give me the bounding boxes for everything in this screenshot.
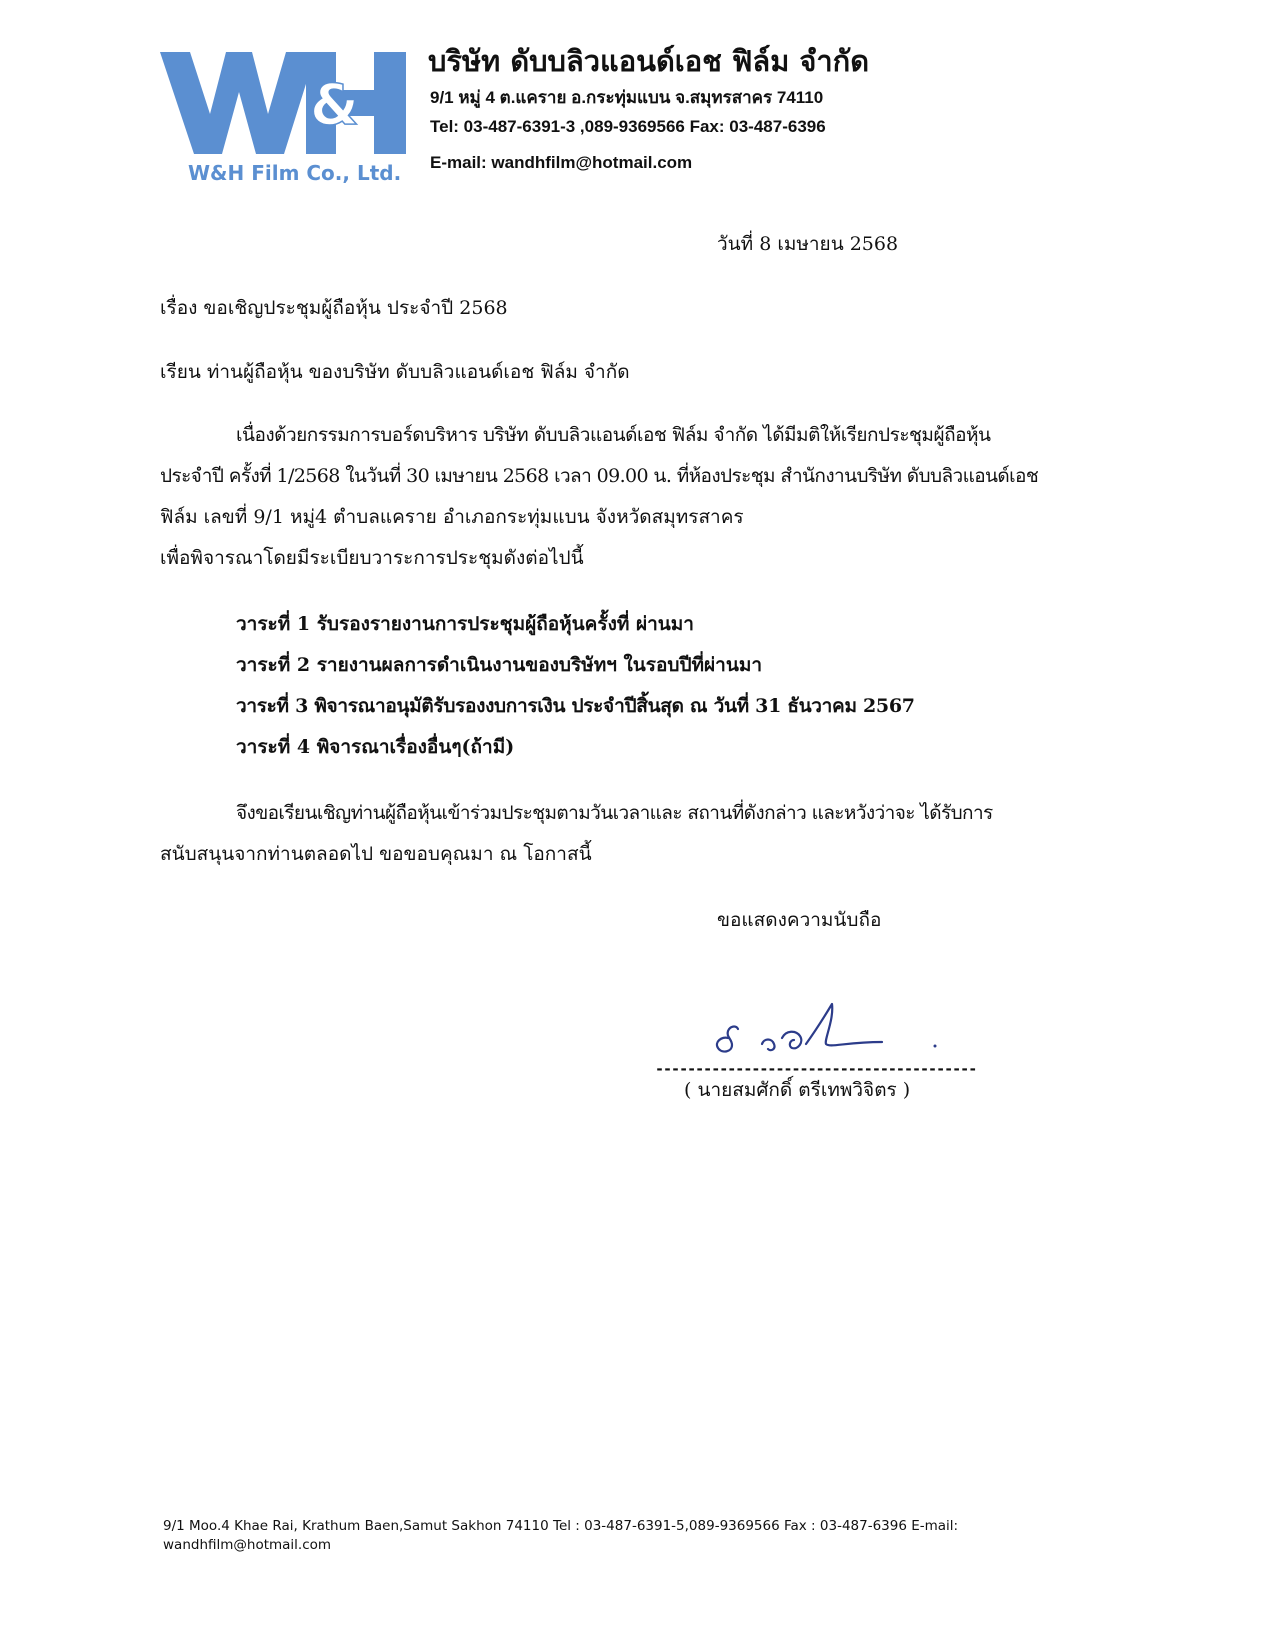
signature-dot: [934, 1045, 937, 1048]
agenda-item: วาระที่ 4 พิจารณาเรื่องอื่นๆ(ถ้ามี): [236, 736, 515, 758]
intro-line: ประจำปี ครั้งที่ 1/2568 ในวันที่ 30 เมษายน 2568 เวลา 09.00 น. ที่ห้องประชุม สำนักงานบริษัท ดับบลิวแอนด์เอช: [160, 465, 1039, 487]
signature-line: ----------------------------------------: [655, 1060, 977, 1078]
footer-contact: 9/1 Moo.4 Khae Rai, Krathum Baen,Samut Sakhon 74110 Tel : 03-487-6391-5,089-9369566 Fax : 03-487-6396 E-mail: wandhfilm@hotmail.com: [163, 1518, 959, 1553]
letter-subject: เรื่อง ขอเชิญประชุมผู้ถือหุ้น ประจำปี 2568: [160, 297, 508, 319]
logo-subtitle: W&H Film Co., Ltd.: [188, 161, 402, 185]
handwritten-signature: [700, 1000, 970, 1060]
signer-name: ( นายสมศักดิ์ ตรีเทพวิจิตร ): [684, 1079, 911, 1101]
logo-letter-w: [160, 52, 316, 154]
letter-recipient: เรียน ท่านผู้ถือหุ้น ของบริษัท ดับบลิวแอนด์เอช ฟิล์ม จำกัด: [160, 361, 630, 383]
company-email: E-mail: wandhfilm@hotmail.com: [430, 153, 693, 172]
company-phone-fax: Tel: 03-487-6391-3 ,089-9369566 Fax: 03-487-6396: [430, 117, 826, 136]
regards-text: ขอแสดงความนับถือ: [717, 909, 882, 931]
closing-line: จึงขอเรียนเชิญท่านผู้ถือหุ้นเข้าร่วมประชุมตามวันเวลาและ สถานที่ดังกล่าว และหวังว่าจะ ได้รับการ: [236, 802, 993, 824]
logo-letter-h-right: [374, 52, 406, 154]
company-address: 9/1 หมู่ 4 ต.แคราย อ.กระทุ่มแบน จ.สมุทรสาคร 74110: [430, 88, 824, 107]
intro-line: เนื่องด้วยกรรมการบอร์ดบริหาร บริษัท ดับบลิวแอนด์เอช ฟิล์ม จำกัด ได้มีมติให้เรียกประชุมผู้ถือหุ้น: [236, 424, 991, 446]
company-name: บริษัท ดับบลิวแอนด์เอช ฟิล์ม จำกัด: [428, 44, 870, 78]
closing-line: สนับสนุนจากท่านตลอดไป ขอขอบคุณมา ณ โอกาสนี้: [160, 843, 592, 865]
agenda-item: วาระที่ 3 พิจารณาอนุมัติรับรองงบการเงิน ประจำปีสิ้นสุด ณ วันที่ 31 ธันวาคม 2567: [236, 695, 915, 717]
intro-line: เพื่อพิจารณาโดยมีระเบียบวาระการประชุมดังต่อไปนี้: [160, 547, 584, 569]
agenda-item: วาระที่ 1 รับรองรายงานการประชุมผู้ถือหุ้นครั้งที่ ผ่านมา: [236, 613, 694, 635]
intro-line: ฟิล์ม เลขที่ 9/1 หมู่4 ตำบลแคราย อำเภอกระทุ่มแบน จังหวัดสมุทรสาคร: [160, 506, 744, 528]
company-logo: [160, 52, 410, 187]
letter-date: วันที่ 8 เมษายน 2568: [717, 233, 899, 255]
logo-ampersand: &: [310, 73, 359, 138]
agenda-item: วาระที่ 2 รายงานผลการดำเนินงานของบริษัทฯ ในรอบปีที่ผ่านมา: [236, 654, 763, 676]
